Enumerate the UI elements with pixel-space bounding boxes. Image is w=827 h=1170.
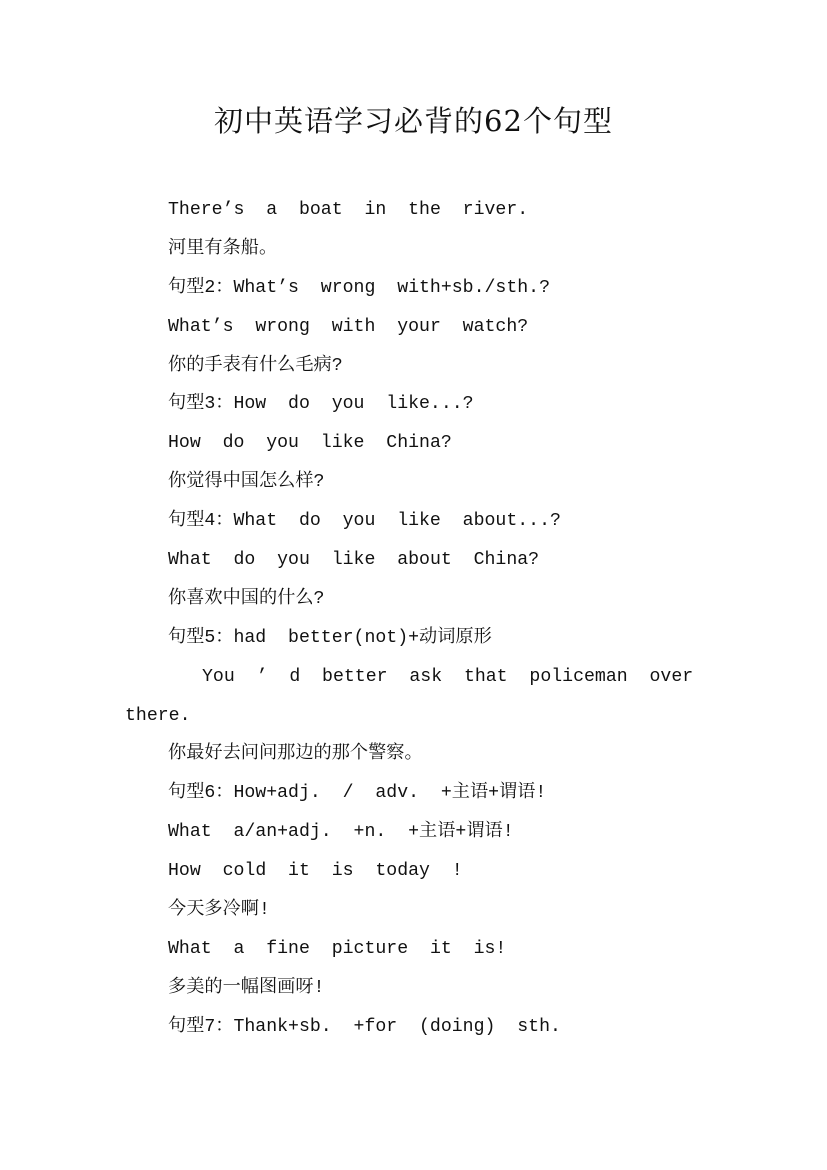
pattern-heading: 句型6：How+adj. / adv. +主语+谓语! xyxy=(168,783,547,804)
example-sentence: There’s a boat in the river. xyxy=(168,200,529,220)
example-sentence: You ’ d better ask that policeman over xyxy=(202,666,694,687)
translation-line: 你的手表有什么毛病? xyxy=(168,355,343,376)
pattern-formula: What a/an+adj. +n. +主语+谓语! xyxy=(168,822,514,843)
pattern-heading: 句型2：What’s wrong with+sb./sth.? xyxy=(168,277,550,298)
example-sentence: What do you like about China? xyxy=(168,550,540,571)
pattern-heading: 句型3：How do you like...? xyxy=(168,394,474,415)
example-sentence-continuation: there. xyxy=(125,705,191,726)
document-title: 初中英语学习必背的62个句型 xyxy=(214,104,613,138)
pattern-heading: 句型5：had better(not)+动词原形 xyxy=(168,627,492,648)
example-sentence: What a fine picture it is! xyxy=(168,938,507,959)
document-body xyxy=(0,191,827,1047)
translation-line: 你最好去问问那边的那个警察。 xyxy=(168,744,423,765)
example-sentence: How cold it is today ! xyxy=(168,861,463,882)
pattern-heading: 句型4：What do you like about...? xyxy=(168,511,561,532)
translation-line: 河里有条船。 xyxy=(168,238,278,259)
example-sentence: How do you like China? xyxy=(168,433,452,454)
translation-line: 多美的一幅图画呀! xyxy=(168,977,325,998)
translation-line: 今天多冷啊! xyxy=(168,900,270,921)
translation-line: 你喜欢中国的什么? xyxy=(168,588,325,609)
translation-line: 你觉得中国怎么样? xyxy=(168,472,325,493)
pattern-heading: 句型7：Thank+sb. +for (doing) sth. xyxy=(168,1016,561,1037)
example-sentence: What’s wrong with your watch? xyxy=(168,316,529,337)
